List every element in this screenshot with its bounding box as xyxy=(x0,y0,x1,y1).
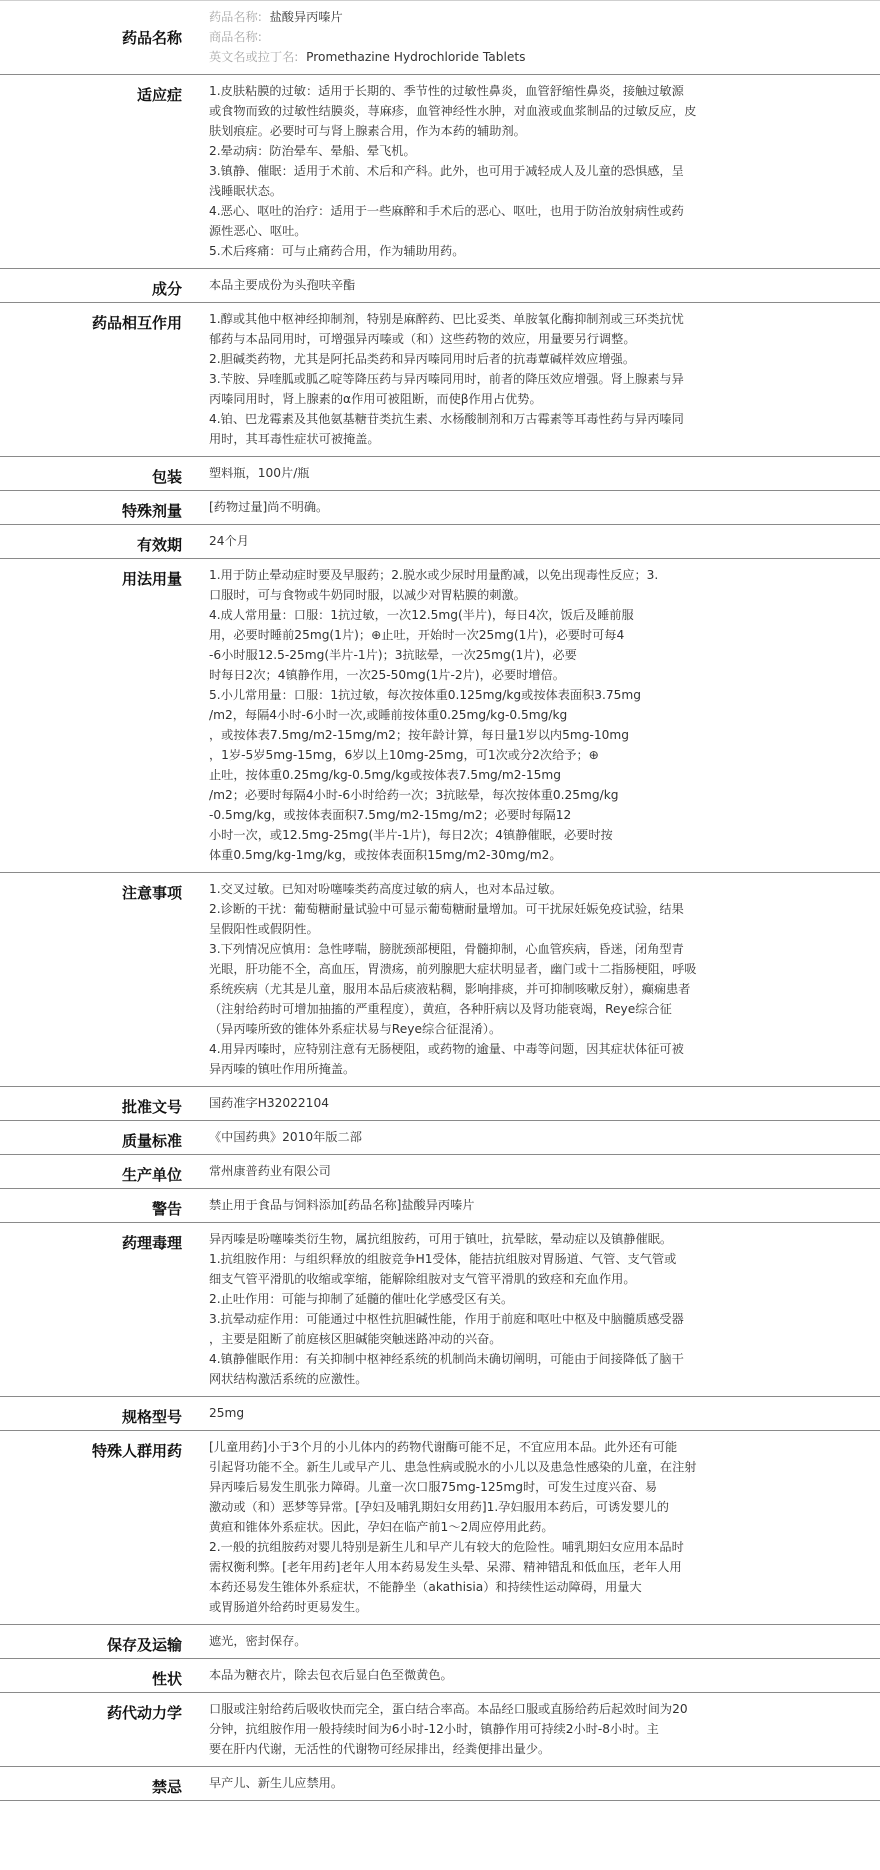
text-line: 用时，其耳毒性症状可被掩盖。 xyxy=(209,432,380,446)
row-value xyxy=(196,1431,880,1625)
row-value xyxy=(196,1397,880,1431)
text-line: 2.诊断的干扰：葡萄糖耐量试验中可显示葡萄糖耐量增加。可干扰尿妊娠免疫试验，结果 xyxy=(209,902,684,916)
row-label: 注意事项 xyxy=(0,873,196,1087)
text-line: 本药还易发生锥体外系症状，不能静坐（akathisia）和持续性运动障碍，用量大 xyxy=(209,1580,642,1594)
row-dosage xyxy=(0,559,880,873)
row-label: 包装 xyxy=(0,457,196,491)
english-name-value: Promethazine Hydrochloride Tablets xyxy=(306,50,526,64)
row-label: 质量标准 xyxy=(0,1121,196,1155)
text-line: 3.镇静、催眠：适用于术前、术后和产科。此外，也可用于减轻成人及儿童的恐惧感，呈 xyxy=(209,164,684,178)
row-precautions xyxy=(0,873,880,1087)
row-value xyxy=(196,559,880,873)
text-line: 时每日2次；4镇静作用，一次25-50mg(1片-2片)，必要时增倍。 xyxy=(209,668,565,682)
text-line: 口服或注射给药后吸收快而完全，蛋白结合率高。本品经口服或直肠给药后起效时间为20 xyxy=(209,1702,688,1716)
text-line: 异丙嗪后易发生肌张力障碍。儿童一次口服75mg-125mg时，可发生过度兴奋、易 xyxy=(209,1480,658,1494)
text-line: 分钟，抗组胺作用一般持续时间为6小时-12小时，镇静作用可持续2小时-8小时。主 xyxy=(209,1722,659,1736)
text-line: 止吐，按体重0.25mg/kg-0.5mg/kg或按体表7.5mg/m2-15mg xyxy=(209,768,562,782)
text-line: 网状结构激活系统的应激性。 xyxy=(209,1372,368,1386)
generic-name-label: 药品名称: xyxy=(209,10,262,24)
row-value xyxy=(196,1121,880,1155)
text-line: 黄疸和锥体外系症状。因此，孕妇在临产前1～2周应停用此药。 xyxy=(209,1520,554,1534)
text-line: 异丙嗪是吩噻嗪类衍生物，属抗组胺药，可用于镇吐，抗晕眩，晕动症以及镇静催眠。 xyxy=(209,1232,673,1246)
text-line: 4.成人常用量：口服：1抗过敏，一次12.5mg(半片)，每日4次，饭后及睡前服 xyxy=(209,608,634,622)
text-line: 肤划痕症。必要时可与肾上腺素合用，作为本药的辅助剂。 xyxy=(209,124,526,138)
row-overdose xyxy=(0,491,880,525)
text-line: 口服时，可与食物或牛奶同时服，以减少对胃粘膜的刺激。 xyxy=(209,588,526,602)
text-line: 4.用异丙嗪时，应特别注意有无肠梗阻，或药物的逾量、中毒等问题，因其症状体征可被 xyxy=(209,1042,684,1056)
row-drug-name xyxy=(0,1,880,75)
row-warning xyxy=(0,1189,880,1223)
row-pharmacology xyxy=(0,1223,880,1397)
row-pharmacokinetics xyxy=(0,1693,880,1767)
text-line: 遮光，密封保存。 xyxy=(209,1634,307,1648)
text-line: 浅睡眠状态。 xyxy=(209,184,283,198)
row-value xyxy=(196,75,880,269)
row-ingredients xyxy=(0,269,880,303)
text-line: 常州康普药业有限公司 xyxy=(209,1164,331,1178)
row-label: 用法用量 xyxy=(0,559,196,873)
text-line: 3.下列情况应慎用：急性哮喘，膀胱颈部梗阻，骨髓抑制，心血管疾病，昏迷，闭角型青 xyxy=(209,942,684,956)
row-approval xyxy=(0,1087,880,1121)
row-label: 成分 xyxy=(0,269,196,303)
text-line: 1.醇或其他中枢神经抑制剂，特别是麻醉药、巴比妥类、单胺氧化酶抑制剂或三环类抗忧 xyxy=(209,312,684,326)
row-label: 适应症 xyxy=(0,75,196,269)
text-line: 3.抗晕动症作用：可能通过中枢性抗胆碱性能，作用于前庭和呕吐中枢及中脑髓质感受器 xyxy=(209,1312,684,1326)
row-value xyxy=(196,1223,880,1397)
text-line: /m2，每隔4小时-6小时一次,或睡前按体重0.25mg/kg-0.5mg/kg xyxy=(209,708,568,722)
text-line: 或胃肠道外给药时更易发生。 xyxy=(209,1600,368,1614)
text-line: -0.5mg/kg，或按体表面积7.5mg/m2-15mg/m2；必要时每隔12 xyxy=(209,808,572,822)
row-label: 规格型号 xyxy=(0,1397,196,1431)
row-value xyxy=(196,1659,880,1693)
row-label: 生产单位 xyxy=(0,1155,196,1189)
text-line: ，主要是阻断了前庭核区胆碱能突触迷路冲动的兴奋。 xyxy=(209,1332,502,1346)
text-line: 激动或（和）恶梦等异常。[孕妇及哺乳期妇女用药]1.孕妇服用本药后，可诱发婴儿的 xyxy=(209,1500,669,1514)
row-package xyxy=(0,457,880,491)
row-label: 药品相互作用 xyxy=(0,303,196,457)
row-label: 保存及运输 xyxy=(0,1625,196,1659)
text-line: 2.一般的抗组胺药对婴儿特别是新生儿和早产儿有较大的危险性。哺乳期妇女应用本品时 xyxy=(209,1540,684,1554)
text-line: 细支气管平滑肌的收缩或挛缩，能解除组胺对支气管平滑肌的致痉和充血作用。 xyxy=(209,1272,636,1286)
text-line: 小时一次，或12.5mg-25mg(半片-1片)，每日2次；4镇静催眠，必要时按 xyxy=(209,828,613,842)
text-line: 塑料瓶，100片/瓶 xyxy=(209,466,310,480)
trade-name-label: 商品名称: xyxy=(209,30,262,44)
text-line: 《中国药典》2010年版二部 xyxy=(209,1130,362,1144)
row-value xyxy=(196,303,880,457)
text-line: 引起肾功能不全。新生儿或早产儿、患急性病或脱水的小儿以及患急性感染的儿童，在注射 xyxy=(209,1460,697,1474)
row-value xyxy=(196,1189,880,1223)
row-label: 特殊人群用药 xyxy=(0,1431,196,1625)
text-line: 早产儿、新生儿应禁用。 xyxy=(209,1776,344,1790)
row-label: 批准文号 xyxy=(0,1087,196,1121)
text-line: 5.小儿常用量：口服：1抗过敏，每次按体重0.125mg/kg或按体表面积3.75mg xyxy=(209,688,642,702)
text-line: /m2；必要时每隔4小时-6小时给药一次；3抗眩晕，每次按体重0.25mg/kg xyxy=(209,788,619,802)
row-value xyxy=(196,491,880,525)
text-line: 要在肝内代谢，无活性的代谢物可经尿排出，经粪便排出量少。 xyxy=(209,1742,551,1756)
row-standard xyxy=(0,1121,880,1155)
row-label: 有效期 xyxy=(0,525,196,559)
text-line: 2.胆碱类药物，尤其是阿托品类药和异丙嗪同用时后者的抗毒蕈碱样效应增强。 xyxy=(209,352,636,366)
row-value xyxy=(196,525,880,559)
text-line: ，或按体表7.5mg/m2-15mg/m2；按年龄计算，每日量1岁以内5mg-10mg xyxy=(209,728,629,742)
row-special_population xyxy=(0,1431,880,1625)
row-contraindications xyxy=(0,1767,880,1801)
text-line: 1.用于防止晕动症时要及早服药；2.脱水或少尿时用量酌减，以免出现毒性反应；3. xyxy=(209,568,659,582)
row-label: 药理毒理 xyxy=(0,1223,196,1397)
text-line: 4.铂、巴龙霉素及其他氨基糖苷类抗生素、水杨酸制剂和万古霉素等耳毒性药与异丙嗪同 xyxy=(209,412,684,426)
text-line: 用，必要时睡前25mg(1片)；⊕止吐，开始时一次25mg(1片)，必要时可每4 xyxy=(209,628,625,642)
text-line: 体重0.5mg/kg-1mg/kg，或按体表面积15mg/m2-30mg/m2。 xyxy=(209,848,562,862)
row-indications xyxy=(0,75,880,269)
text-line: 系统疾病（尤其是儿童，服用本品后痰液粘稠，影响排痰，并可抑制咳嗽反射），癫痫患者 xyxy=(209,982,691,996)
row-value xyxy=(196,1693,880,1767)
row-label: 性状 xyxy=(0,1659,196,1693)
row-appearance xyxy=(0,1659,880,1693)
text-line: 2.止吐作用：可能与抑制了延髓的催吐化学感受区有关。 xyxy=(209,1292,514,1306)
text-line: 4.镇静催眠作用：有关抑制中枢神经系统的机制尚未确切阐明，可能由于间接降低了脑干 xyxy=(209,1352,684,1366)
row-manufacturer xyxy=(0,1155,880,1189)
row-label: 禁忌 xyxy=(0,1767,196,1801)
row-interactions xyxy=(0,303,880,457)
text-line: 异丙嗪的镇吐作用所掩盖。 xyxy=(209,1062,356,1076)
text-line: （注射给药时可增加抽搐的严重程度），黄疸，各种肝病以及肾功能衰竭，Reye综合征 xyxy=(209,1002,672,1016)
text-line: 1.抗组胺作用：与组织释放的组胺竞争H1受体，能拮抗组胺对胃肠道、气管、支气管或 xyxy=(209,1252,677,1266)
row-validity xyxy=(0,525,880,559)
text-line: （异丙嗪所致的锥体外系症状易与Reye综合征混淆）。 xyxy=(209,1022,502,1036)
english-name-label: 英文名或拉丁名: xyxy=(209,50,299,64)
row-label: 药代动力学 xyxy=(0,1693,196,1767)
row-value xyxy=(196,873,880,1087)
text-line: 源性恶心、呕吐。 xyxy=(209,224,307,238)
row-value xyxy=(196,1087,880,1121)
text-line: 24个月 xyxy=(209,534,249,548)
text-line: 4.恶心、呕吐的治疗：适用于一些麻醉和手术后的恶心、呕吐，也用于防治放射病性或药 xyxy=(209,204,684,218)
text-line: ，1岁-5岁5mg-15mg，6岁以上10mg-25mg，可1次或分2次给予；⊕ xyxy=(209,748,599,762)
row-spec xyxy=(0,1397,880,1431)
drug-name-values xyxy=(196,1,880,75)
text-line: 25mg xyxy=(209,1406,245,1420)
text-line: 光眼，肝功能不全，高血压，胃溃疡，前列腺肥大症状明显者，幽门或十二指肠梗阻，呼吸 xyxy=(209,962,697,976)
text-line: 5.术后疼痛：可与止痛药合用，作为辅助用药。 xyxy=(209,244,465,258)
text-line: 本品为糖衣片，除去包衣后显白色至微黄色。 xyxy=(209,1668,453,1682)
text-line: 丙嗪同用时，肾上腺素的α作用可被阻断，而使β作用占优势。 xyxy=(209,392,542,406)
row-label: 药品名称 xyxy=(0,1,196,75)
row-value xyxy=(196,1767,880,1801)
text-line: 呈假阳性或假阴性。 xyxy=(209,922,319,936)
row-label: 警告 xyxy=(0,1189,196,1223)
text-line: 郁药与本品同用时，可增强异丙嗪或（和）这些药物的效应，用量要另行调整。 xyxy=(209,332,636,346)
row-value xyxy=(196,1625,880,1659)
text-line: [儿童用药]小于3个月的小儿体内的药物代谢酶可能不足，不宜应用本品。此外还有可能 xyxy=(209,1440,678,1454)
text-line: 禁止用于食品与饲料添加[药品名称]盐酸异丙嗪片 xyxy=(209,1198,475,1212)
text-line: -6小时服12.5-25mg(半片-1片)；3抗眩晕，一次25mg(1片)，必要 xyxy=(209,648,577,662)
text-line: 或食物而致的过敏性结膜炎，荨麻疹，血管神经性水肿，对血液或血浆制品的过敏反应，皮 xyxy=(209,104,697,118)
text-line: 2.晕动病：防治晕车、晕船、晕飞机。 xyxy=(209,144,416,158)
row-value xyxy=(196,1155,880,1189)
row-storage xyxy=(0,1625,880,1659)
text-line: 1.皮肤粘膜的过敏：适用于长期的、季节性的过敏性鼻炎，血管舒缩性鼻炎，接触过敏源 xyxy=(209,84,684,98)
text-line: [药物过量]尚不明确。 xyxy=(209,500,329,514)
row-value xyxy=(196,457,880,491)
text-line: 1.交叉过敏。已知对吩噻嗪类药高度过敏的病人，也对本品过敏。 xyxy=(209,882,562,896)
row-label: 特殊剂量 xyxy=(0,491,196,525)
text-line: 需权衡利弊。[老年用药]老年人用本药易发生头晕、呆滞、精神错乱和低血压，老年人用 xyxy=(209,1560,682,1574)
text-line: 本品主要成份为头孢呋辛酯 xyxy=(209,278,356,292)
generic-name-value: 盐酸异丙嗪片 xyxy=(269,10,343,24)
text-line: 国药准字H32022104 xyxy=(209,1096,329,1110)
text-line: 3.苄胺、异喹胍或胍乙啶等降压药与异丙嗪同用时，前者的降压效应增强。肾上腺素与异 xyxy=(209,372,684,386)
row-value xyxy=(196,269,880,303)
